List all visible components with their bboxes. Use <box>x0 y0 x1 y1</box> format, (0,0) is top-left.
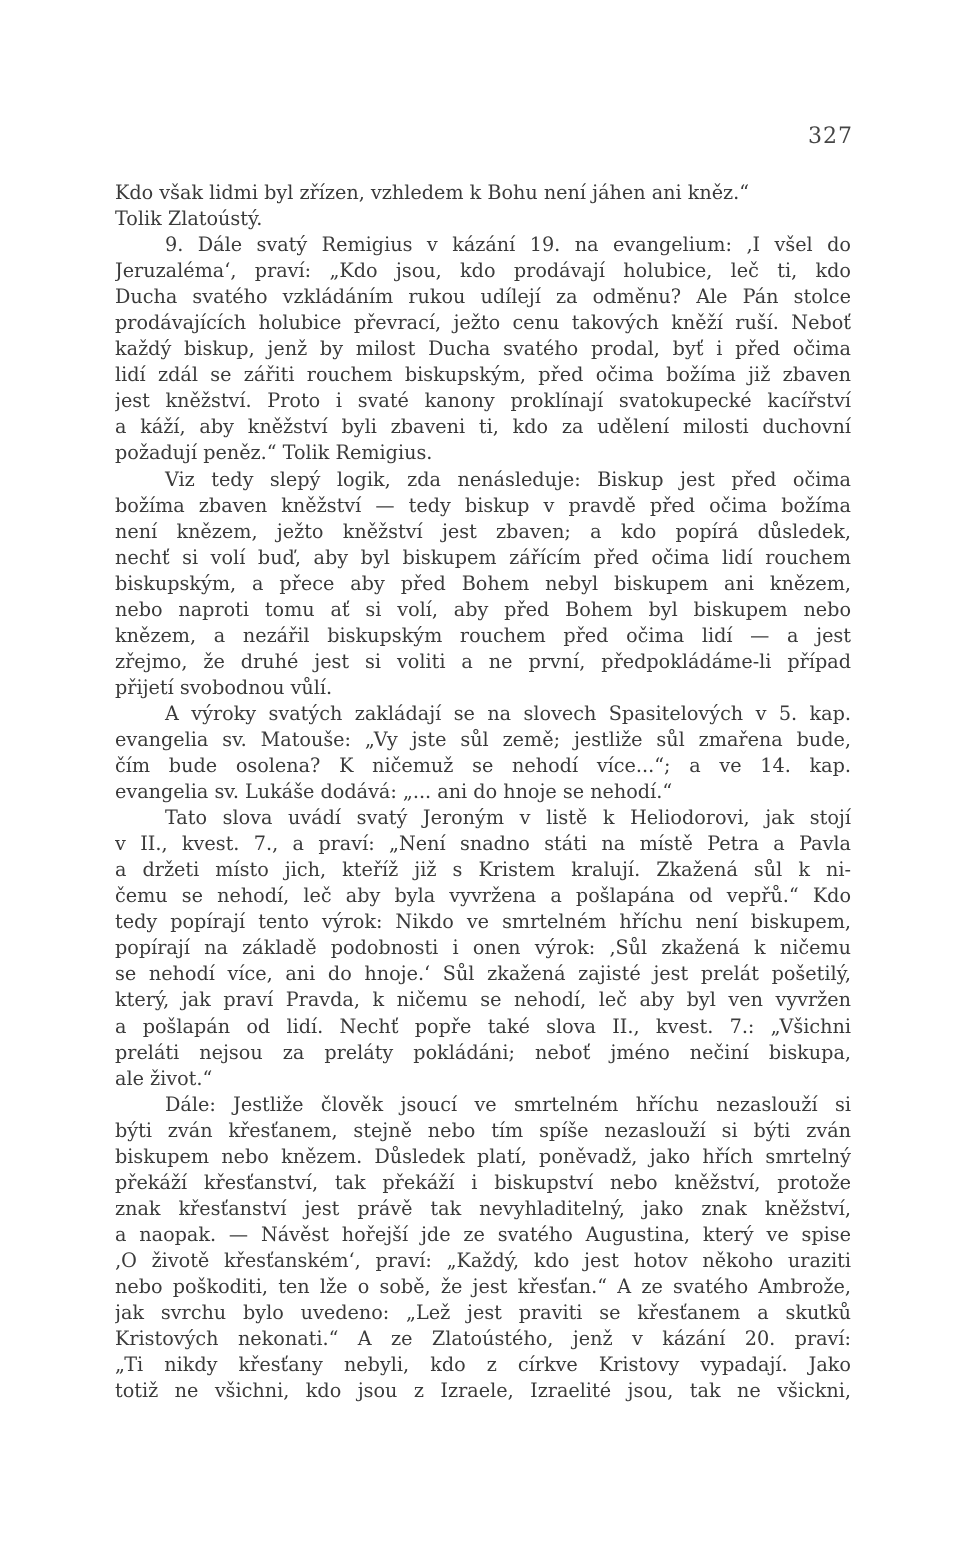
text-line: popírají na základě podobnosti i onen výrok: ‚Sůl zkažená k ničemu <box>115 936 851 960</box>
text-line: tedy popírají tento výrok: Nikdo ve smrtelném hříchu není biskupem, <box>115 910 851 934</box>
text-line: překáží křesťanství, tak překáží i biskupství nebo kněžství, protože <box>115 1170 851 1194</box>
text-line: v II., kvest. 7., a praví: „Není snadno státi na místě Petra a Pavla <box>115 832 851 856</box>
text-line: preláti nejsou za preláty pokládáni; neboť jméno nečiní biskupa, <box>115 1040 851 1064</box>
text-line: ‚O životě křesťanském‘, praví: „Každý, kdo jest hotov někoho uraziti <box>115 1248 851 1272</box>
text-line: knězem, a nezářil biskupským rouchem před očima lidí — a jest <box>115 623 851 647</box>
text-line: ale život.“ <box>115 1066 213 1090</box>
body-text <box>115 180 851 1404</box>
text-line: jak svrchu bylo uvedeno: „Lež jest praviti se křesťanem a skutků <box>115 1301 851 1325</box>
text-line: býti zván křesťanem, stejně nebo tím spíše nezaslouží si býti zván <box>115 1118 851 1142</box>
page-number: 327 <box>808 124 853 149</box>
text-line: Kdo však lidmi byl zřízen, vzhledem k Bohu není jáhen ani kněz.“ <box>115 181 750 204</box>
text-line: a pošlapán od lidí. Nechť popře také slova II., kvest. 7.: „Všichni <box>115 1014 851 1038</box>
text-line: zřejmo, že druhé jest si voliti a ne první, předpokládáme-li případ <box>115 649 851 673</box>
text-line: lidí zdál se zářiti rouchem biskupským, před očima božíma již zbaven <box>115 363 851 387</box>
text-line: evangelia sv. Lukáše dodává: „... ani do hnoje se nehodí.“ <box>115 780 673 804</box>
text-line: Kristových nekonati.“ A ze Zlatoústého, jenž v kázání 20. praví: <box>115 1327 851 1351</box>
text-line: biskupem nebo knězem. Důsledek platí, poněvadž, jako hřích smrtelný <box>115 1144 851 1168</box>
text-line: Ducha svatého vzkládáním rukou udílejí za odměnu? Ale Pán stolce <box>115 285 851 309</box>
text-line: prodávajících holubice převrací, ježto cenu takových kněží ruší. Neboť <box>115 311 851 335</box>
text-line: Tolik Zlatoústý. <box>115 207 263 231</box>
text-line: jest kněžství. Proto i svaté kanony proklínají svatokupecké kacířství <box>115 389 851 413</box>
paragraph-first-line: Dále: Jestliže člověk jsoucí ve smrtelném hříchu nezaslouží si <box>165 1092 851 1116</box>
text-line: totiž ne všichni, kdo jsou z Izraele, Izraelité jsou, tak ne všickni, <box>115 1379 851 1403</box>
text-line: Jeruzaléma‘, praví: „Kdo jsou, kdo prodávají holubice, leč ti, kdo <box>115 259 851 283</box>
text-line: božíma zbaven kněžství — tedy biskup v pravdě před očima božíma <box>115 493 851 517</box>
text-line: a káží, aby kněžství byli zbaveni ti, kdo za udělení milosti duchovní <box>115 415 851 439</box>
text-line: přijetí svobodnou vůlí. <box>115 675 333 699</box>
text-line: každý biskup, jenž by milost Ducha svatého prodal, byť i před očima <box>115 337 851 361</box>
text-line: a naopak. — Návěst hořejší jde ze svatého Augustina, který ve spise <box>115 1222 851 1246</box>
text-line: „Ti nikdy křesťany nebyli, kdo z církve Kristovy vypadají. Jako <box>115 1353 851 1377</box>
text-line: není knězem, ježto kněžství jest zbaven; a kdo popírá důsledek, <box>115 519 851 543</box>
paragraph-first-line: A výroky svatých zakládají se na slovech Spasitelových v 5. kap. <box>165 701 851 725</box>
text-line: požadují peněz.“ Tolik Remigius. <box>115 441 433 465</box>
paragraph-first-line: Tato slova uvádí svatý Jeroným v listě k Heliodorovi, jak stojí <box>165 806 851 830</box>
text-line: a držeti místo jich, kteříž již s Kristem kralují. Zkažená sůl k ni- <box>115 858 851 882</box>
text-line: nechť si volí buď, aby byl biskupem zářícím před očima lidí rouchem <box>115 545 851 569</box>
text-line: biskupským, a přece aby před Bohem nebyl biskupem ani knězem, <box>115 571 851 595</box>
text-line: nebo naproti tomu ať si volí, aby před Bohem byl biskupem nebo <box>115 597 851 621</box>
text-line: se nehodí více, ani do hnoje.‘ Sůl zkažená zajisté jest prelát pošetilý, <box>115 962 851 986</box>
text-line: který, jak praví Pravda, k ničemu se nehodí, leč aby byl ven vyvržen <box>115 988 851 1012</box>
text-line: čím bude osolena? K ničemuž se nehodí více...“; a ve 14. kap. <box>115 754 851 778</box>
text-line: znak křesťanství jest právě tak nevyhladitelný, jako znak kněžství, <box>115 1196 851 1220</box>
paragraph-first-line: 9. Dále svatý Remigius v kázání 19. na evangelium: ‚I všel do <box>165 233 851 257</box>
text-line: nebo poškoditi, ten lže o sobě, že jest křesťan.“ A ze svatého Ambrože, <box>115 1274 851 1298</box>
text-line: evangelia sv. Matouše: „Vy jste sůl země; jestliže sůl zmařena bude, <box>115 727 851 751</box>
text-line: čemu se nehodí, leč aby byla vyvržena a pošlapána od vepřů.“ Kdo <box>115 884 851 908</box>
paragraph-first-line: Viz tedy slepý logik, zda nenásleduje: Biskup jest před očima <box>165 467 851 491</box>
